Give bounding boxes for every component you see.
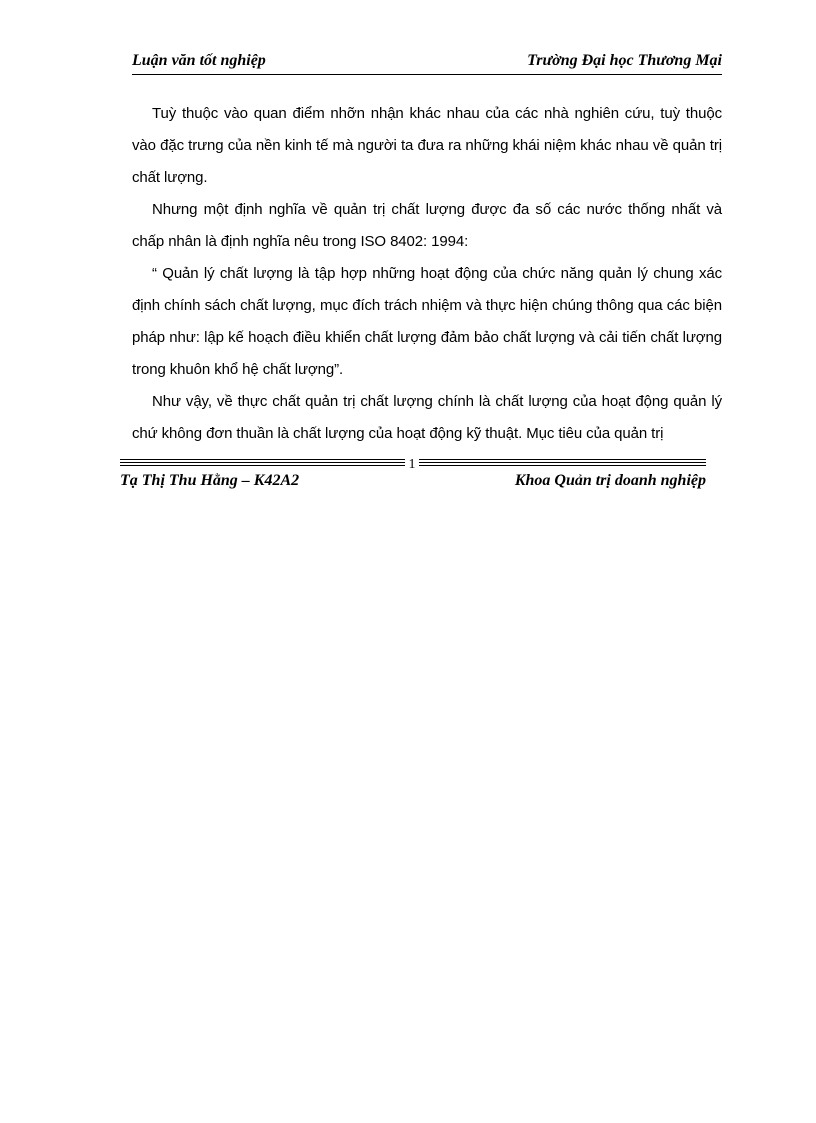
document-body [132, 98, 722, 450]
footer-author: Tạ Thị Thu Hằng – K42A2 [120, 472, 300, 489]
page-number: 1 [405, 457, 419, 473]
page-header [132, 52, 722, 74]
header-thesis-label: Luận văn tốt nghiệp [132, 52, 266, 69]
paragraph-4: Như vậy, về thực chất quản trị chất lượng chính là chất lượng của hoạt động quản lý chứ không đơn thuần là chất lượng của hoạt động kỹ thuật. Mục tiêu của quản trị [132, 393, 722, 442]
page-footer [120, 472, 706, 494]
paragraph-2: Nhưng một định nghĩa về quản trị chất lượng được đa số các nước thống nhất và chấp nhân là định nghĩa nêu trong ISO 8402: 1994: [132, 201, 722, 250]
header-university-name: Trường Đại học Thương Mại [527, 52, 722, 69]
paragraph-1: Tuỳ thuộc vào quan điểm nhỡn nhận khác nhau của các nhà nghiên cứu, tuỳ thuộc vào đặc trưng của nền kinh tế mà người ta đưa ra những khái niệm khác nhau về quản trị chất lượng. [132, 105, 722, 186]
paragraph-3-quote: “ Quản lý chất lượng là tập hợp những hoạt động của chức năng quản lý chung xác định chính sách chất lượng, mục đích trách nhiệm và thực hiện chúng thông qua các biện pháp như: lập kế hoạch điều khiển chất lượng đảm bảo chất lượng và cải tiến chất lượng trong khuôn khổ hệ chất lượng”. [132, 265, 722, 378]
header-divider [132, 74, 722, 75]
footer-faculty: Khoa Quản trị doanh nghiệp [514, 472, 706, 489]
